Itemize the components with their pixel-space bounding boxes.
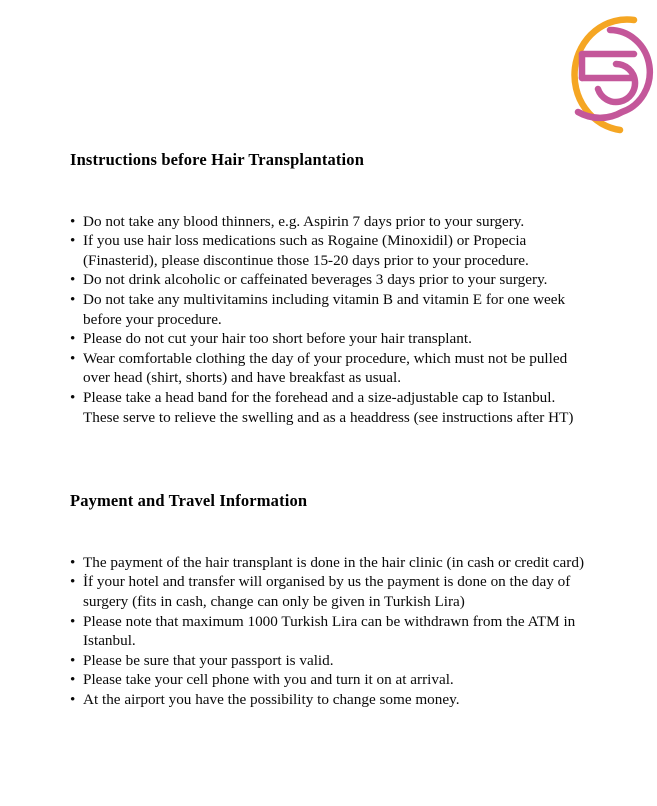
bullet-marker-icon: • [70,671,76,689]
list-item [70,690,590,710]
list-item-text: Please take a head band for the forehead and a size-adjustable cap to Istanbul. These serve to relieve the swelling and as a headdress (see instructions after HT) [83,388,574,426]
logo-pink-letter-a [578,30,650,118]
list-item [70,212,590,232]
bullet-marker-icon: • [70,573,76,591]
list-item [70,329,590,349]
bullet-marker-icon: • [70,388,76,406]
bullet-marker-icon: • [70,232,76,250]
list-item-text: Do not take any blood thinners, e.g. Aspirin 7 days prior to your surgery. [83,212,525,230]
list-item-text: Please take your cell phone with you and turn it on at arrival. [83,671,454,689]
bullet-marker-icon: • [70,271,76,289]
bullet-marker-icon: • [70,212,76,230]
list-item [70,553,590,573]
list-item-text: İf your hotel and transfer will organised by us the payment is done on the day of surgery (fits in cash, change can only be given in Turkish Lira) [83,573,571,610]
list-item-text: The payment of the hair transplant is done in the hair clinic (in cash or credit card) [83,553,585,571]
list-item-text: At the airport you have the possibility to change some money. [83,690,460,708]
section-heading-payment: Payment and Travel Information [70,491,308,511]
spacer [70,171,590,212]
list-item-text: Please be sure that your passport is valid. [83,651,334,669]
instructions-bullet-list [70,212,590,428]
bullet-marker-icon: • [70,612,76,630]
document-content [70,150,590,710]
section-heading-instructions: Instructions before Hair Transplantation [70,150,365,169]
list-item [70,349,590,388]
list-item [70,290,590,329]
bullet-marker-icon: • [70,349,76,367]
list-item-text: Do not take any multivitamins including vitamin B and vitamin E for one week before your procedure. [83,291,566,328]
bullet-marker-icon: • [70,690,76,708]
list-item [70,612,590,651]
list-item-text: Do not drink alcoholic or caffeinated beverages 3 days prior to your surgery. [83,271,548,289]
list-item-text: If you use hair loss medications such as Rogaine (Minoxidil) or Propecia (Finasterid), please discontinue those 15-20 days prior to your procedure. [83,232,529,269]
clinic-logo [548,8,654,136]
bullet-marker-icon: • [70,553,76,571]
list-item-text: Wear comfortable clothing the day of your procedure, which must not be pulled over head (shirt, shorts) and have breakfast as usual. [83,349,568,387]
list-item [70,231,590,270]
spacer [70,512,590,553]
bullet-marker-icon: • [70,291,76,308]
list-item [70,270,590,290]
list-item [70,670,590,690]
list-item-text: Please note that maximum 1000 Turkish Lira can be withdrawn from the ATM in Istanbul. [83,612,576,650]
spacer [70,427,590,491]
list-item [70,572,590,611]
payment-bullet-list [70,553,590,710]
list-item [70,651,590,671]
list-item-text: Please do not cut your hair too short before your hair transplant. [83,330,472,348]
list-item [70,388,590,427]
bullet-marker-icon: • [70,651,76,669]
bullet-marker-icon: • [70,330,76,348]
